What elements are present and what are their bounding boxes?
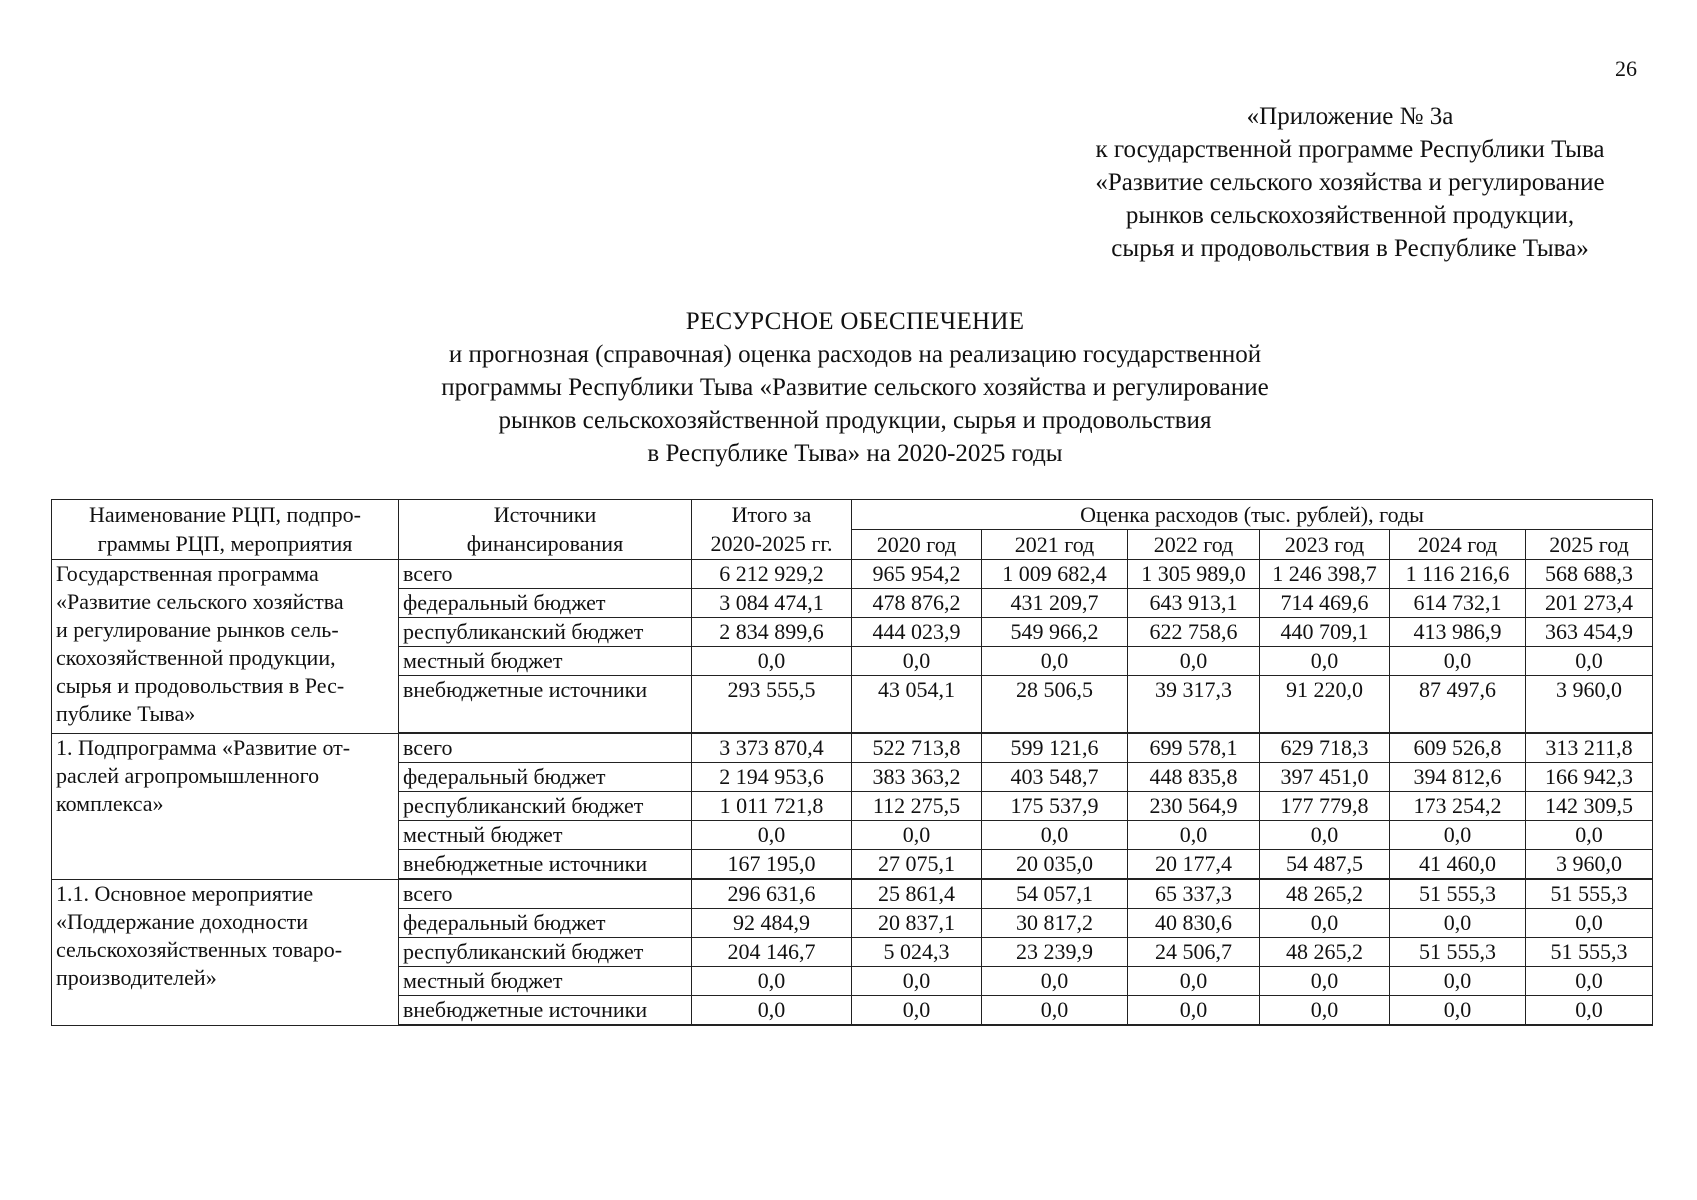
program-name-line: скохозяйственной продукции,	[56, 645, 336, 670]
year-value-cell: 43 054,1	[852, 676, 982, 734]
appendix-line: «Развитие сельского хозяйства и регулирование	[1095, 169, 1605, 196]
program-name-line: и регулирование рынков сель-	[56, 617, 339, 642]
funding-source-cell: всего	[399, 733, 692, 763]
funding-source-cell: местный бюджет	[399, 967, 692, 996]
funding-source-cell: федеральный бюджет	[399, 589, 692, 618]
title-line: рынков сельскохозяйственной продукции, сырья и продовольствия	[498, 407, 1212, 434]
table-header-row	[52, 500, 1653, 530]
year-value-cell: 431 209,7	[982, 589, 1128, 618]
funding-source-cell: внебюджетные источники	[399, 996, 692, 1026]
funding-source-cell: республиканский бюджет	[399, 792, 692, 821]
funding-source-cell: внебюджетные источники	[399, 676, 692, 734]
year-value-cell: 0,0	[1390, 647, 1526, 676]
title-main: РЕСУРСНОЕ ОБЕСПЕЧЕНИЕ	[685, 308, 1025, 335]
year-value-cell: 444 023,9	[852, 618, 982, 647]
funding-source-cell: местный бюджет	[399, 647, 692, 676]
year-value-cell: 0,0	[1260, 821, 1390, 850]
year-value-cell: 440 709,1	[1260, 618, 1390, 647]
total-cell: 0,0	[692, 996, 852, 1026]
year-value-cell: 0,0	[982, 647, 1128, 676]
program-name-line: 1.1. Основное мероприятие	[56, 880, 314, 906]
year-value-cell: 0,0	[852, 821, 982, 850]
header-name-line: граммы РЦП, мероприятия	[97, 531, 353, 556]
header-total-line: Итого за	[731, 502, 812, 527]
year-value-cell: 622 758,6	[1128, 618, 1260, 647]
year-value-cell: 448 835,8	[1128, 763, 1260, 792]
year-value-cell: 397 451,0	[1260, 763, 1390, 792]
year-value-cell: 54 487,5	[1260, 850, 1390, 880]
total-cell: 167 195,0	[692, 850, 852, 880]
year-value-cell: 413 986,9	[1390, 618, 1526, 647]
year-value-cell: 313 211,8	[1526, 733, 1653, 763]
title-line: и прогнозная (справочная) оценка расходов на реализацию государственной	[448, 341, 1262, 368]
year-value-cell: 609 526,8	[1390, 733, 1526, 763]
year-value-cell: 478 876,2	[852, 589, 982, 618]
program-name-line: публике Тыва»	[56, 701, 196, 726]
year-value-cell: 699 578,1	[1128, 733, 1260, 763]
year-value-cell: 0,0	[1526, 996, 1653, 1026]
year-value-cell: 201 273,4	[1526, 589, 1653, 618]
funding-source-cell: республиканский бюджет	[399, 618, 692, 647]
year-value-cell: 568 688,3	[1526, 560, 1653, 589]
header-estimate: Оценка расходов (тыс. рублей), годы	[852, 500, 1653, 530]
year-value-cell: 39 317,3	[1128, 676, 1260, 734]
year-value-cell: 25 861,4	[852, 879, 982, 909]
header-name-line: Наименование РЦП, подпро-	[88, 502, 361, 527]
year-value-cell: 20 837,1	[852, 909, 982, 938]
year-value-cell: 0,0	[1260, 967, 1390, 996]
year-value-cell: 0,0	[1128, 996, 1260, 1026]
total-cell: 92 484,9	[692, 909, 852, 938]
year-value-cell: 41 460,0	[1390, 850, 1526, 880]
year-value-cell: 0,0	[982, 821, 1128, 850]
year-value-cell: 0,0	[1526, 967, 1653, 996]
year-value-cell: 0,0	[982, 967, 1128, 996]
program-name-line: «Поддержание доходности	[56, 908, 309, 934]
header-year: 2024 год	[1390, 530, 1526, 560]
year-value-cell: 0,0	[1526, 647, 1653, 676]
year-value-cell: 549 966,2	[982, 618, 1128, 647]
year-value-cell: 5 024,3	[852, 938, 982, 967]
funding-source-cell: федеральный бюджет	[399, 763, 692, 792]
appendix-block	[1000, 100, 1697, 265]
total-cell: 2 194 953,6	[692, 763, 852, 792]
year-value-cell: 91 220,0	[1260, 676, 1390, 734]
total-cell: 0,0	[692, 967, 852, 996]
total-cell: 293 555,5	[692, 676, 852, 734]
year-value-cell: 48 265,2	[1260, 938, 1390, 967]
table-row	[52, 560, 1653, 589]
total-cell: 0,0	[692, 647, 852, 676]
year-value-cell: 0,0	[1390, 996, 1526, 1026]
year-value-cell: 20 177,4	[1128, 850, 1260, 880]
header-total-line: 2020-2025 гг.	[710, 531, 833, 556]
year-value-cell: 0,0	[852, 647, 982, 676]
year-value-cell: 0,0	[1526, 821, 1653, 850]
table-body	[52, 560, 1653, 1026]
table-row	[52, 733, 1653, 763]
header-year: 2020 год	[852, 530, 982, 560]
total-cell: 2 834 899,6	[692, 618, 852, 647]
header-source-line: Источники	[493, 502, 597, 527]
year-value-cell: 48 265,2	[1260, 879, 1390, 909]
year-value-cell: 23 239,9	[982, 938, 1128, 967]
header-source	[399, 500, 692, 560]
header-total	[692, 500, 852, 560]
year-value-cell: 0,0	[1128, 967, 1260, 996]
title-line: программы Республики Тыва «Развитие сельского хозяйства и регулирование	[441, 374, 1269, 401]
year-value-cell: 166 942,3	[1526, 763, 1653, 792]
year-value-cell: 0,0	[1390, 967, 1526, 996]
year-value-cell: 54 057,1	[982, 879, 1128, 909]
year-value-cell: 0,0	[1260, 996, 1390, 1026]
year-value-cell: 65 337,3	[1128, 879, 1260, 909]
year-value-cell: 0,0	[1390, 909, 1526, 938]
appendix-line: к государственной программе Республики Тыва	[1095, 136, 1605, 163]
program-name-line: производителей»	[56, 964, 217, 990]
page-number: 26	[1615, 56, 1637, 81]
year-value-cell: 51 555,3	[1390, 879, 1526, 909]
year-value-cell: 3 960,0	[1526, 850, 1653, 880]
year-value-cell: 394 812,6	[1390, 763, 1526, 792]
year-value-cell: 629 718,3	[1260, 733, 1390, 763]
funding-source-cell: всего	[399, 560, 692, 589]
program-name-line: сырья и продовольствия в Рес-	[56, 673, 345, 698]
year-value-cell: 112 275,5	[852, 792, 982, 821]
appendix-line: рынков сельскохозяйственной продукции,	[1125, 202, 1575, 229]
year-value-cell: 599 121,6	[982, 733, 1128, 763]
year-value-cell: 0,0	[982, 996, 1128, 1026]
year-value-cell: 51 555,3	[1390, 938, 1526, 967]
title-line: в Республике Тыва» на 2020-2025 годы	[647, 440, 1063, 467]
year-value-cell: 965 954,2	[852, 560, 982, 589]
program-name-line: 1. Подпрограмма «Развитие от-	[56, 734, 351, 760]
year-value-cell: 24 506,7	[1128, 938, 1260, 967]
appendix-line: сырья и продовольствия в Республике Тыва»	[1111, 235, 1589, 262]
header-year: 2021 год	[982, 530, 1128, 560]
year-value-cell: 614 732,1	[1390, 589, 1526, 618]
year-value-cell: 230 564,9	[1128, 792, 1260, 821]
year-value-cell: 383 363,2	[852, 763, 982, 792]
year-value-cell: 1 305 989,0	[1128, 560, 1260, 589]
year-value-cell: 142 309,5	[1526, 792, 1653, 821]
program-name-line: раслей агропромышленного	[56, 762, 320, 788]
year-value-cell: 1 246 398,7	[1260, 560, 1390, 589]
resource-table	[51, 499, 1653, 1026]
program-name-cell	[52, 879, 399, 1025]
year-value-cell: 0,0	[1128, 821, 1260, 850]
total-cell: 6 212 929,2	[692, 560, 852, 589]
total-cell: 3 373 870,4	[692, 733, 852, 763]
header-year: 2025 год	[1526, 530, 1653, 560]
year-value-cell: 0,0	[1260, 909, 1390, 938]
year-value-cell: 27 075,1	[852, 850, 982, 880]
table-row	[52, 879, 1653, 909]
funding-source-cell: республиканский бюджет	[399, 938, 692, 967]
year-value-cell: 3 960,0	[1526, 676, 1653, 734]
program-name-line: Государственная программа	[56, 561, 319, 586]
year-value-cell: 175 537,9	[982, 792, 1128, 821]
year-value-cell: 0,0	[852, 996, 982, 1026]
total-cell: 296 631,6	[692, 879, 852, 909]
year-value-cell: 87 497,6	[1390, 676, 1526, 734]
program-name-line: комплекса»	[56, 790, 164, 816]
year-value-cell: 0,0	[852, 967, 982, 996]
appendix-line: «Приложение № 3а	[1246, 103, 1454, 130]
header-source-line: финансирования	[466, 531, 624, 556]
year-value-cell: 0,0	[1128, 647, 1260, 676]
year-value-cell: 1 116 216,6	[1390, 560, 1526, 589]
year-value-cell: 403 548,7	[982, 763, 1128, 792]
year-value-cell: 643 913,1	[1128, 589, 1260, 618]
total-cell: 204 146,7	[692, 938, 852, 967]
year-value-cell: 0,0	[1390, 821, 1526, 850]
year-value-cell: 0,0	[1526, 909, 1653, 938]
funding-source-cell: всего	[399, 879, 692, 909]
year-value-cell: 40 830,6	[1128, 909, 1260, 938]
year-value-cell: 0,0	[1260, 647, 1390, 676]
funding-source-cell: федеральный бюджет	[399, 909, 692, 938]
funding-source-cell: внебюджетные источники	[399, 850, 692, 880]
program-name-cell	[52, 560, 399, 734]
program-name-line: сельскохозяйственных товаро-	[56, 936, 343, 962]
document-title	[280, 305, 1430, 470]
year-value-cell: 28 506,5	[982, 676, 1128, 734]
header-year: 2022 год	[1128, 530, 1260, 560]
year-value-cell: 522 713,8	[852, 733, 982, 763]
year-value-cell: 1 009 682,4	[982, 560, 1128, 589]
year-value-cell: 51 555,3	[1526, 879, 1653, 909]
year-value-cell: 714 469,6	[1260, 589, 1390, 618]
year-value-cell: 173 254,2	[1390, 792, 1526, 821]
header-name	[52, 500, 399, 560]
year-value-cell: 20 035,0	[982, 850, 1128, 880]
program-name-cell	[52, 733, 399, 879]
funding-source-cell: местный бюджет	[399, 821, 692, 850]
year-value-cell: 30 817,2	[982, 909, 1128, 938]
year-value-cell: 51 555,3	[1526, 938, 1653, 967]
year-value-cell: 363 454,9	[1526, 618, 1653, 647]
program-name-line: «Развитие сельского хозяйства	[56, 589, 344, 614]
total-cell: 0,0	[692, 821, 852, 850]
header-year: 2023 год	[1260, 530, 1390, 560]
total-cell: 3 084 474,1	[692, 589, 852, 618]
year-value-cell: 177 779,8	[1260, 792, 1390, 821]
total-cell: 1 011 721,8	[692, 792, 852, 821]
